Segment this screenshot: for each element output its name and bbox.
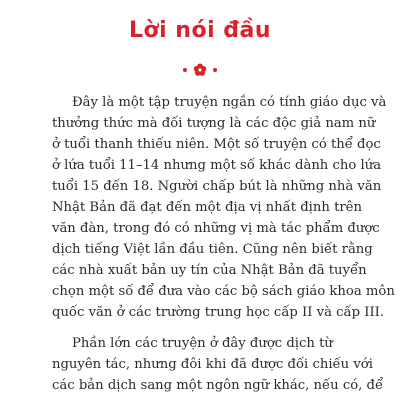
text-line: ở lứa tuổi 11–14 nhưng một số khác dành cho lứa [52,158,382,173]
ornament-dot-right [213,68,217,72]
text-line: các bản dịch sang một ngôn ngữ khác, nếu có, để [52,378,384,393]
paragraph-1 [52,92,395,323]
title-ornament [0,62,400,78]
text-line: các nhà xuất bản uy tín của Nhật Bản đã tuyển [52,263,367,278]
flower-icon [193,63,207,77]
text-line: quốc văn ở các trường trung học cấp II và cấp III. [52,305,385,320]
text-line: ở tuổi thanh thiếu niên. Một số truyện có thể đọc [52,137,381,152]
text-line: nguyên tác, nhưng đôi khi đã được đối chiếu với [52,357,373,372]
text-line: tuổi 15 đến 18. Người chấp bút là những nhà văn [52,179,382,194]
ornament-dot-left [183,68,187,72]
preface-body [52,92,395,400]
text-line: văn đàn, trong đó có những vị mà tác phẩm được [52,221,380,236]
text-line: thưởng thức mà đối tượng là các độc giả nam nữ [52,116,376,131]
text-line: chọn một số để đưa vào các bộ sách giáo khoa môn [52,284,395,299]
text-line: Phần lớn các truyện ở đây được dịch từ [72,336,333,351]
paragraph-2 [52,333,384,396]
text-line: dịch tiếng Việt lần đầu tiên. Cũng nên biết rằng [52,242,373,257]
page-title: Lời nói đầu [128,18,272,43]
text-line: Nhật Bản đã đạt đến một địa vị nhất định trên [52,200,362,215]
text-line: Đây là một tập truyện ngắn có tính giáo dục và [72,95,387,110]
